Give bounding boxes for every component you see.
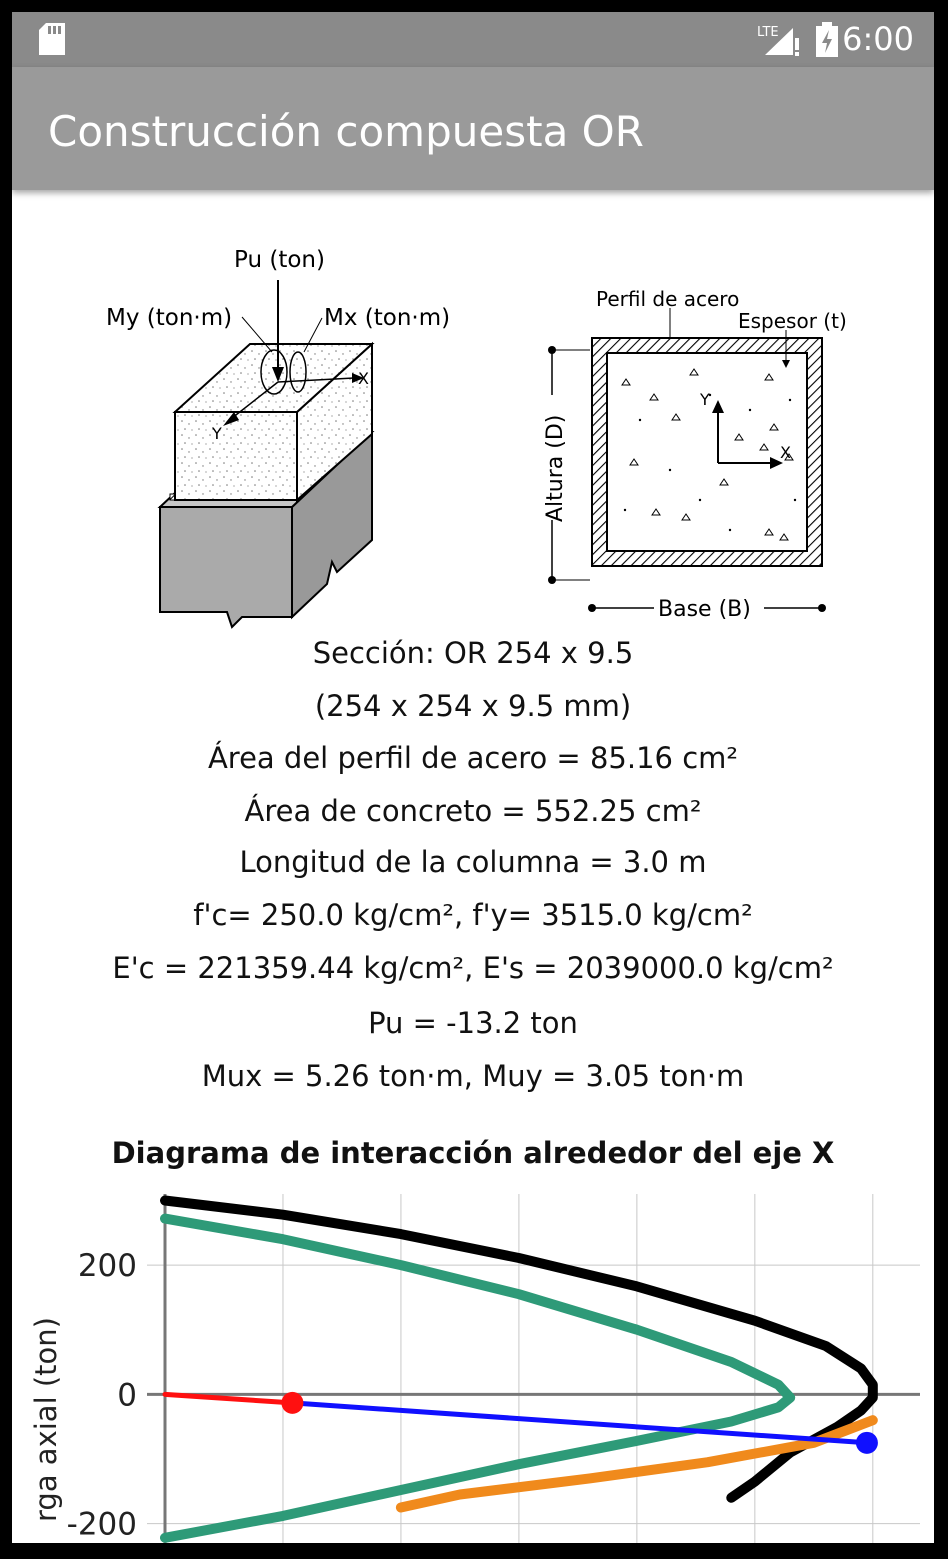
column-length: Longitud de la columna = 3.0 m bbox=[239, 845, 707, 879]
material-strengths: f'c= 250.0 kg/cm², f'y= 3515.0 kg/cm² bbox=[193, 898, 753, 932]
elastic-moduli: E'c = 221359.44 kg/cm², E's = 2039000.0 kg/cm² bbox=[112, 951, 834, 985]
status-bar bbox=[12, 12, 934, 67]
chart-grid bbox=[147, 1194, 920, 1543]
section-x-label: X bbox=[780, 443, 791, 462]
y-tick-label: 0 bbox=[117, 1377, 137, 1414]
app-title: Construcción compuesta OR bbox=[48, 107, 644, 156]
network-type: LTE bbox=[757, 25, 779, 40]
section-base-label: Base (B) bbox=[658, 597, 751, 620]
design-moments: Mux = 5.26 ton·m, Muy = 3.05 ton·m bbox=[201, 1059, 745, 1093]
column-mx-label: Mx (ton·m) bbox=[324, 305, 451, 331]
y-axis-label: rga axial (ton) bbox=[29, 1317, 63, 1522]
interaction-chart[interactable] bbox=[12, 1182, 934, 1543]
section-y-label: Y bbox=[700, 390, 710, 409]
section-thickness-label: Espesor (t) bbox=[738, 309, 847, 333]
y-tick-label: 200 bbox=[77, 1248, 137, 1285]
signal-icon bbox=[757, 22, 803, 58]
marker-blue bbox=[856, 1432, 878, 1454]
marker-red bbox=[281, 1392, 303, 1414]
axial-load: Pu = -13.2 ton bbox=[368, 1006, 578, 1040]
column-my-label: My (ton·m) bbox=[106, 305, 233, 331]
concrete-area: Área de concreto = 552.25 cm² bbox=[244, 794, 702, 828]
app-bar bbox=[12, 67, 934, 190]
sd-card-icon bbox=[36, 22, 68, 56]
section-height-label: Altura (D) bbox=[543, 414, 568, 522]
y-tick-label: -200 bbox=[66, 1506, 137, 1543]
phone-screen bbox=[12, 12, 934, 1543]
column-x-label: X bbox=[358, 369, 369, 388]
battery-charging-icon bbox=[815, 22, 839, 58]
section-diagram bbox=[530, 270, 850, 620]
clock: 6:00 bbox=[842, 20, 914, 58]
chart-ticks bbox=[67, 1248, 137, 1543]
column-diagram bbox=[82, 222, 482, 632]
chart-title: Diagrama de interacción alrededor del eje X bbox=[111, 1136, 835, 1170]
column-pu-label: Pu (ton) bbox=[234, 247, 325, 273]
section-name: Sección: OR 254 x 9.5 bbox=[312, 636, 634, 670]
steel-area: Área del perfil de acero = 85.16 cm² bbox=[207, 741, 739, 775]
column-y-label: Y bbox=[212, 424, 222, 443]
section-dimensions: (254 x 254 x 9.5 mm) bbox=[314, 689, 632, 723]
section-profile-label: Perfil de acero bbox=[596, 287, 740, 311]
